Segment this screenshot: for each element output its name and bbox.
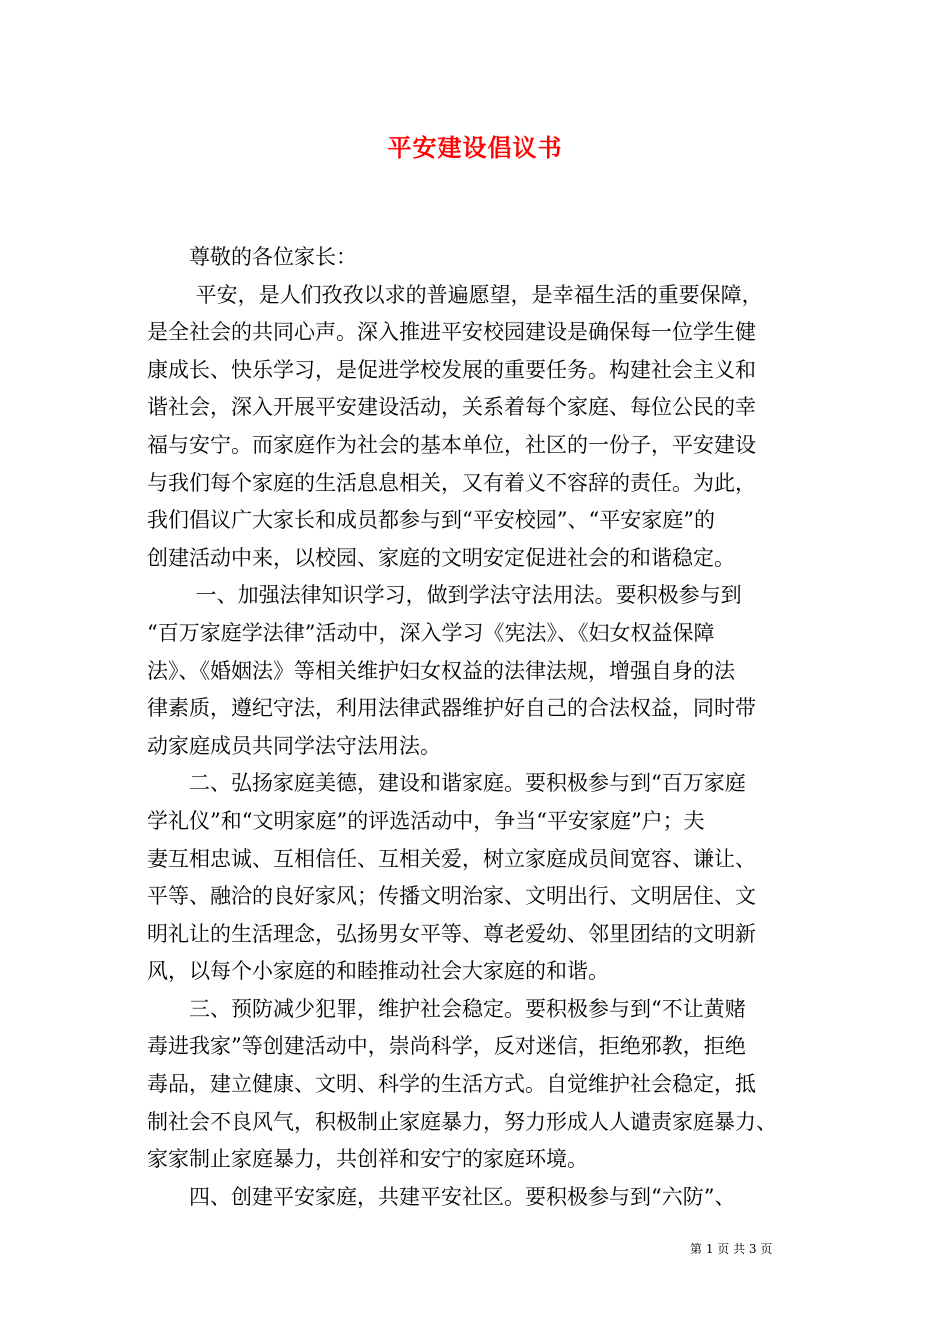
body-line: 福与安宁。而家庭作为社会的基本单位，社区的一份子，平安建设 xyxy=(147,432,756,457)
body-line: 动家庭成员共同学法守法用法。 xyxy=(147,733,441,758)
body-line: 平等、融洽的良好家风；传播文明治家、文明出行、文明居住、文 xyxy=(147,884,756,909)
body-line: 家家制止家庭暴力，共创祥和安宁的家庭环境。 xyxy=(147,1147,588,1172)
body-line: 毒品，建立健康、文明、科学的生活方式。自觉维护社会稳定，抵 xyxy=(147,1072,756,1097)
body-line: 谐社会，深入开展平安建设活动，关系着每个家庭、每位公民的幸 xyxy=(147,395,756,420)
body-line: “百万家庭学法律”活动中，深入学习《宪法》、《妇女权益保障 xyxy=(147,620,715,645)
body-line: 法》、《婚姻法》等相关维护妇女权益的法律法规，增强自身的法 xyxy=(147,658,735,683)
body-line: 我们倡议广大家长和成员都参与到“平安校园”、“平安家庭”的 xyxy=(147,508,715,533)
body-line: 制社会不良风气，积极制止家庭暴力，努力形成人人谴责家庭暴力、 xyxy=(147,1109,777,1134)
body-line: 二、弘扬家庭美德，建设和谐家庭。要积极参与到“百万家庭 xyxy=(147,771,746,796)
body-line: 风，以每个小家庭的和睦推动社会大家庭的和谐。 xyxy=(147,959,609,984)
body-line: 明礼让的生活理念，弘扬男女平等、尊老爱幼、邻里团结的文明新 xyxy=(147,921,756,946)
document-title: 平安建设倡议书 xyxy=(387,133,563,162)
body-line: 是全社会的共同心声。深入推进平安校园建设是确保每一位学生健 xyxy=(147,320,756,345)
body-line: 创建活动中来，以校园、家庭的文明安定促进社会的和谐稳定。 xyxy=(147,545,735,570)
body-line: 一、加强法律知识学习，做到学法守法用法。要积极参与到 xyxy=(147,583,742,608)
body-line: 与我们每个家庭的生活息息相关，又有着义不容辞的责任。为此， xyxy=(147,470,756,495)
body-line: 律素质，遵纪守法，利用法律武器维护好自己的合法权益，同时带 xyxy=(147,696,756,721)
body-line: 平安，是人们孜孜以求的普遍愿望，是幸福生活的重要保障， xyxy=(147,282,763,307)
page-number-footer: 第 1 页 共 3 页 xyxy=(690,1242,773,1256)
body-line: 妻互相忠诚、互相信任、互相关爱，树立家庭成员间宽容、谦让、 xyxy=(147,846,756,871)
body-line: 毒进我家”等创建活动中，崇尚科学，反对迷信，拒绝邪教，拒绝 xyxy=(147,1034,746,1059)
body-line: 四、创建平安家庭，共建平安社区。要积极参与到“六防”、 xyxy=(147,1184,736,1209)
document-body xyxy=(147,239,807,1216)
body-line: 三、预防减少犯罪，维护社会稳定。要积极参与到“不让黄赌 xyxy=(147,996,746,1021)
body-line: 学礼仪”和“文明家庭”的评选活动中，争当“平安家庭”户；夫 xyxy=(147,808,705,833)
body-line: 康成长、快乐学习，是促进学校发展的重要任务。构建社会主义和 xyxy=(147,357,756,382)
body-line-salutation: 尊敬的各位家长： xyxy=(147,245,357,269)
